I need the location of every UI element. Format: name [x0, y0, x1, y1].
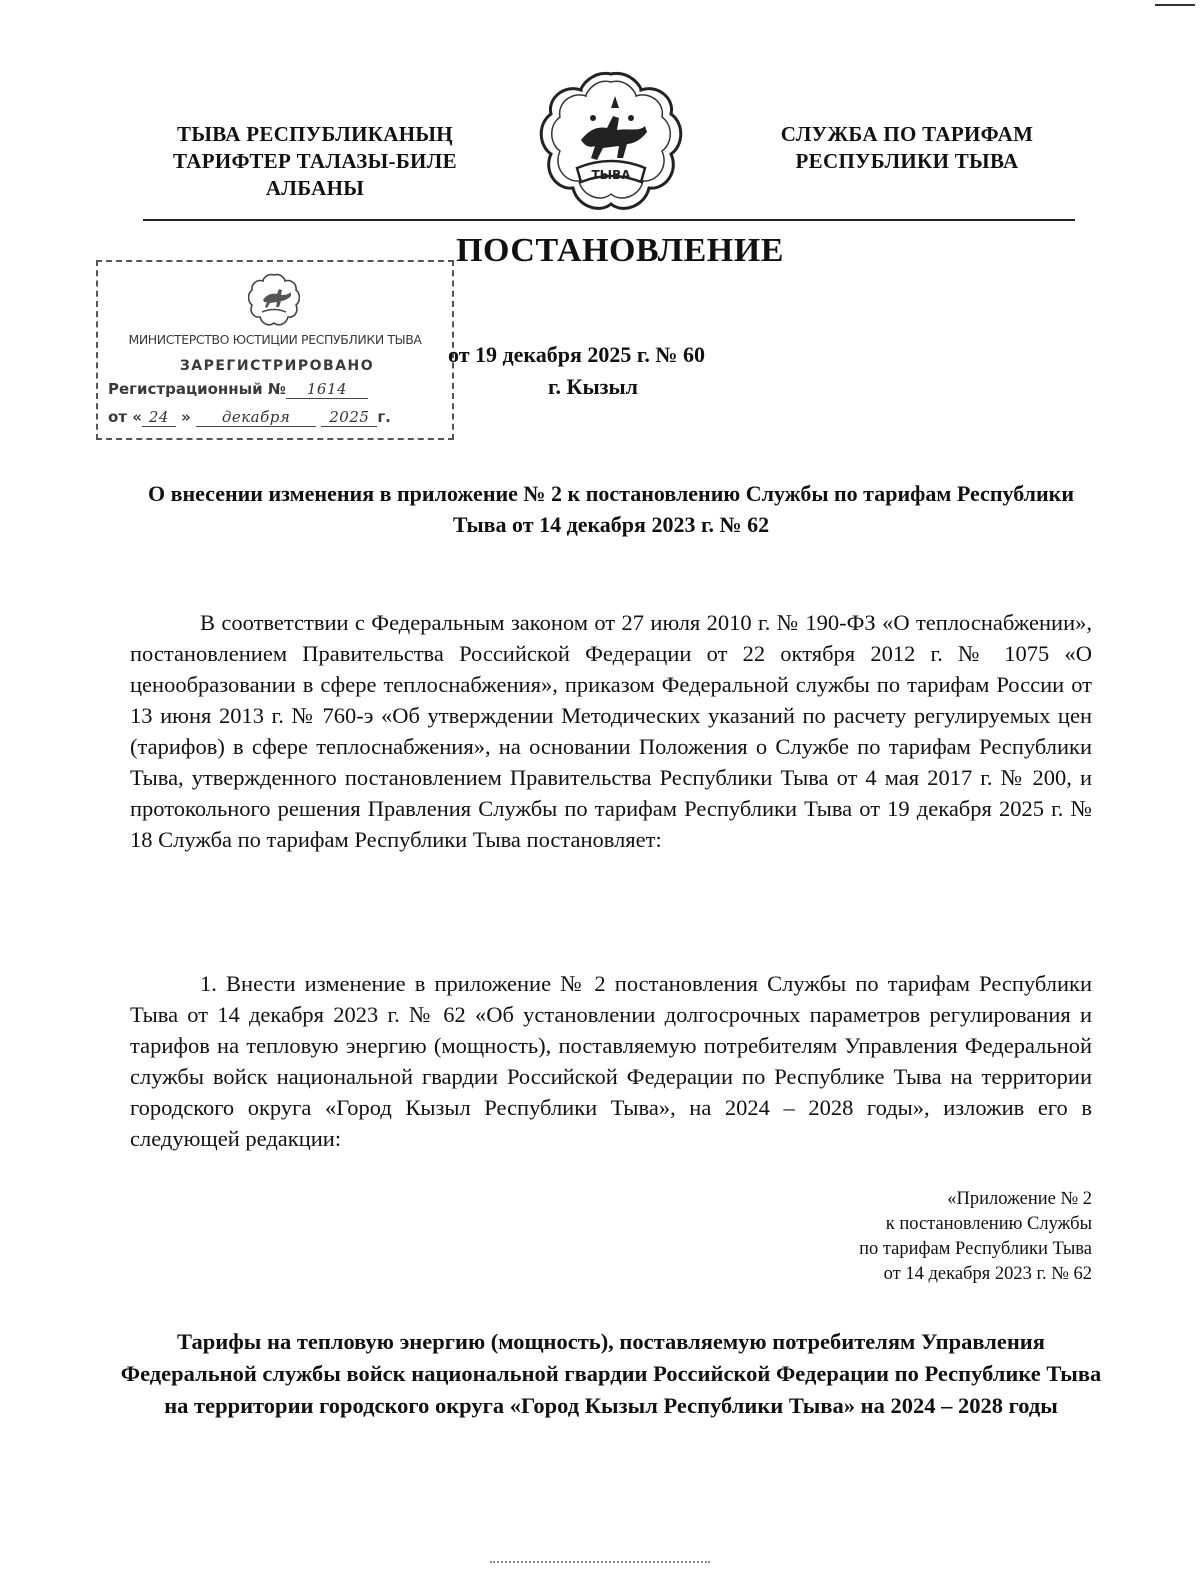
header-right-org [752, 121, 1062, 175]
scan-bottom-artifact [490, 1561, 710, 1566]
stamp-date-day: 24 [142, 408, 176, 427]
header-right-line-2: РЕСПУБЛИКИ ТЫВА [795, 149, 1019, 173]
stamp-reg-number: 1614 [286, 380, 368, 399]
stamp-date-year: 2025 [321, 408, 377, 427]
appendix-line-1: «Приложение № 2 [947, 1189, 1092, 1209]
decree-date-number: от 19 декабря 2025 г. № 60 [448, 342, 706, 367]
stamp-date-quote: » [181, 408, 191, 426]
stamp-reg-number-row [108, 380, 368, 399]
stamp-status: ЗАРЕГИСТРИРОВАНО [179, 358, 375, 374]
body-item-1: 1. Внести изменение в приложение № 2 постановления Службы по тарифам Республики Тыва от 14 декабря 2023 г. № 62 «Об установлении долгосрочных параметров регулирования и тарифов на тепловую энергию (мощность), поставляемую потребителям Управления Федеральной службы войск национальной гвардии Российской Федерации по Республике Тыва на территории городского округа «Город Кызыл Республики Тыва», на 2024 – 2028 годы», изложив его в следующей редакции: [130, 971, 1092, 1151]
stamp-date-row [108, 408, 391, 427]
header-left-line-1: ТЫВА РЕСПУБЛИКАНЫҢ [177, 122, 453, 146]
document-type-title: ПОСТАНОВЛЕНИЕ [456, 232, 784, 269]
scan-corner-mark [1155, 4, 1195, 6]
stamp-reg-number-label: Регистрационный № [108, 380, 286, 398]
stamp-date-prefix: от « [108, 408, 142, 426]
appendix-line-2: к постановлению Службы [885, 1214, 1092, 1234]
appendix-reference [700, 1187, 1092, 1287]
stamp-ministry: МИНИСТЕРСТВО ЮСТИЦИИ РЕСПУБЛИКИ ТЫВА [128, 332, 422, 347]
stamp-date-suffix: г. [377, 408, 391, 426]
header-right-line-1: СЛУЖБА ПО ТАРИФАМ [780, 122, 1034, 146]
appendix-line-4: от 14 декабря 2023 г. № 62 [883, 1264, 1092, 1284]
header-left-line-2: ТАРИФТЕР ТАЛАЗЫ-БИЛЕ [173, 149, 457, 173]
stamp-date-month: декабря [196, 408, 316, 427]
emblem-label: ТЫВА [591, 168, 631, 182]
tuva-emblem [537, 68, 685, 218]
decree-city: г. Кызыл [548, 374, 638, 399]
header-left-org [150, 121, 480, 202]
registration-stamp [96, 260, 454, 440]
stamp-emblem-icon [248, 272, 300, 328]
header-divider [143, 219, 1075, 221]
tariff-table-title: Тарифы на тепловую энергию (мощность), поставляемую потребителям Управления Федеральной службы войск национальной гвардии Российской Федерации по Республике Тыва на территории городского округа «Город Кызыл Республики Тыва» на 2024 – 2028 годы [120, 1329, 1102, 1418]
decree-subject: О внесении изменения в приложение № 2 к постановлению Службы по тарифам Республики Тыва от 14 декабря 2023 г. № 62 [147, 481, 1075, 537]
body-preamble: В соответствии с Федеральным законом от 27 июля 2010 г. № 190-ФЗ «О теплоснабжении», постановлением Правительства Российской Федерации от 22 октября 2012 г. № 1075 «О ценообразовании в сфере теплоснабжения», приказом Федеральной службы по тарифам России от 13 июня 2013 г. № 760-э «Об утверждении Методических указаний по расчету регулируемых цен (тарифов) в сфере теплоснабжения», на основании Положения о Службе по тарифам Республики Тыва, утвержденного постановлением Правительства Республики Тыва от 4 мая 2017 г. № 200, и протокольного решения Правления Службы по тарифам Республики Тыва от 19 декабря 2025 г. № 18 Служба по тарифам Республики Тыва постановляет: [130, 610, 1092, 852]
header-left-line-3: АЛБАНЫ [265, 176, 365, 200]
appendix-line-3: по тарифам Республики Тыва [859, 1239, 1092, 1259]
